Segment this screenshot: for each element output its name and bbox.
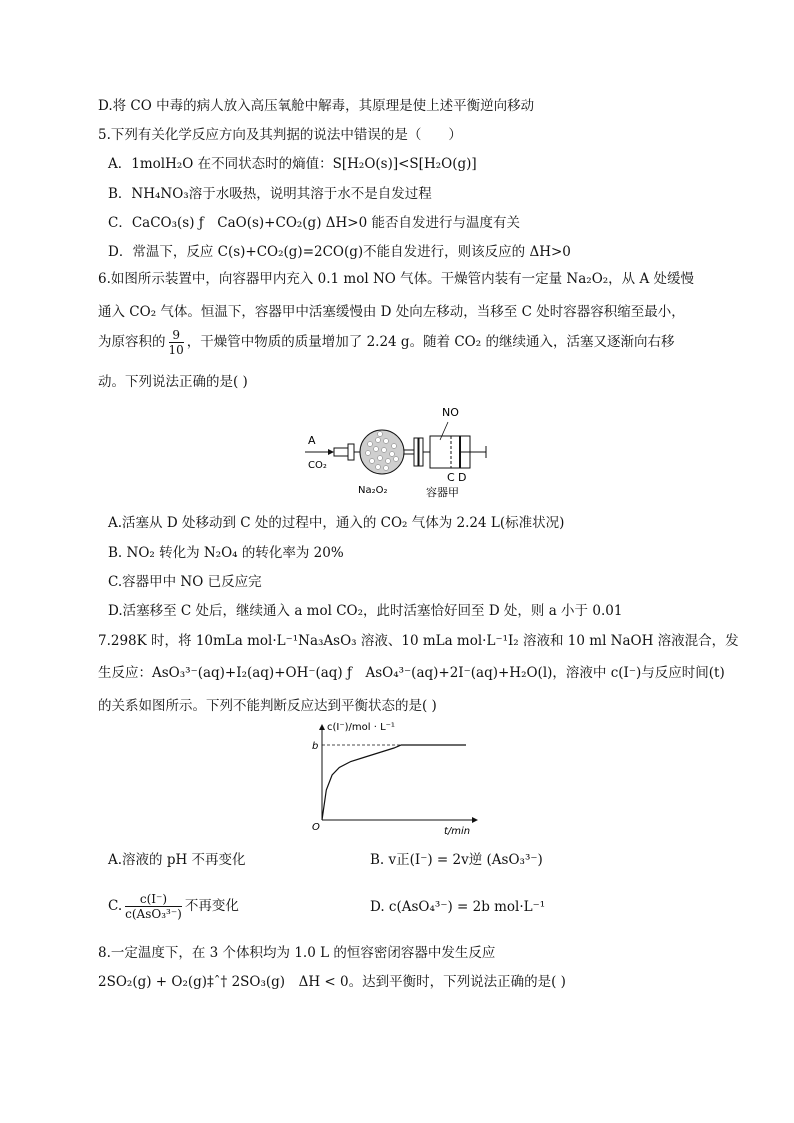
fraction-denominator: c(AsO₃³⁻) <box>125 907 182 921</box>
concentration-time-chart <box>300 718 480 838</box>
fraction-numerator: 9 <box>169 328 184 343</box>
label-a: A <box>308 434 316 447</box>
label-co2: CO₂ <box>308 460 327 471</box>
origin-label: O <box>312 822 320 833</box>
q8-stem-1: 8.一定温度下，在 3 个体积均为 1.0 L 的恒容密闭容器中发生反应 <box>98 945 496 961</box>
label-na2o2: Na₂O₂ <box>358 485 388 496</box>
no-pointer <box>440 422 448 440</box>
q7-option-c-post: 不再变化 <box>184 898 239 914</box>
q5-option-b: B．NH₄NO₃溶于水吸热，说明其溶于水不是自发过程 <box>108 186 432 202</box>
x-axis-arrow <box>472 817 478 823</box>
q7-option-c-pre: C. <box>108 898 123 914</box>
q6-stem-4: 动。下列说法正确的是( ) <box>98 374 248 390</box>
q7-stem-2: 生反应：AsO₃³⁻(aq)+I₂(aq)+OH⁻(aq) ƒ AsO₄³⁻(aq)+2I⁻(aq)+H₂O(l)，溶液中 c(I⁻)与反应时间(t) <box>98 665 725 681</box>
left-tube <box>334 448 348 456</box>
q6-stem-2: 通入 CO₂ 气体。恒温下，容器甲中活塞缓慢由 D 处向左移动，当移至 C 处时容器容积缩至最小， <box>98 304 685 320</box>
q7-stem-3: 的关系如图所示。下列不能判断反应达到平衡状态的是( ) <box>98 698 437 714</box>
q7-option-a: A.溶液的 pH 不再变化 <box>108 852 246 868</box>
y-axis-label: c(I⁻)/mol · L⁻¹ <box>327 722 395 733</box>
label-c: C <box>447 471 455 484</box>
q6-stem-1: 6.如图所示装置中，向容器甲内充入 0.1 mol NO 气体。干燥管内装有一定量 Na₂O₂，从 A 处缓慢 <box>98 271 695 287</box>
left-stopper <box>348 444 354 460</box>
q8-stem-2: 2SO₂(g) + O₂(g)‡ˆ† 2SO₃(g) ΔH < 0。达到平衡时，下列说法正确的是( ) <box>98 974 566 990</box>
q6-option-d: D.活塞移至 C 处后，继续通入 a mol CO₂，此时活塞恰好回至 D 处，则 a 小于 0.01 <box>108 603 623 619</box>
flange-1 <box>414 438 418 466</box>
concentration-curve <box>322 745 466 820</box>
fraction-9-10 <box>169 328 184 357</box>
fraction-i-over-aso3 <box>125 892 182 921</box>
flange-2 <box>419 438 423 466</box>
label-d: D <box>458 471 467 484</box>
q6-option-b: B. NO₂ 转化为 N₂O₄ 的转化率为 20% <box>108 545 344 561</box>
q6-stem-3-pre: 为原容积的 <box>98 334 166 350</box>
q7-option-d: D. c(AsO₄³⁻) = 2b mol·L⁻¹ <box>370 899 546 915</box>
inlet-arrow-head <box>328 449 334 455</box>
q5-option-d: D．常温下，反应 C(s)+CO₂(g)=2CO(g)不能自发进行，则该反应的 ΔH>0 <box>108 244 571 260</box>
x-axis-label: t/min <box>444 826 471 837</box>
q6-option-a: A.活塞从 D 处移动到 C 处的过程中，通入的 CO₂ 气体为 2.24 L(标准状况) <box>108 515 565 531</box>
q6-stem-3 <box>98 327 674 357</box>
label-no: NO <box>442 406 459 419</box>
q7-option-c <box>108 888 239 924</box>
apparatus-diagram <box>300 400 500 505</box>
q4-option-d: D.将 CO 中毒的病人放入高压氧舱中解毒，其原理是使上述平衡逆向移动 <box>98 98 535 114</box>
q6-option-c: C.容器甲中 NO 已反应完 <box>108 574 262 590</box>
q5-option-a: A．1molH₂O 在不同状态时的熵值：S[H₂O(s)]<S[H₂O(g)] <box>108 156 477 172</box>
q7-stem-1: 7.298K 时，将 10mLa mol·L⁻¹Na₃AsO₃ 溶液、10 mLa mol·L⁻¹I₂ 溶液和 10 ml NaOH 溶液混合，发 <box>98 633 739 649</box>
label-container: 容器甲 <box>426 486 459 499</box>
y-axis-arrow <box>319 724 325 730</box>
q7-option-b: B. v正(I⁻) = 2v逆 (AsO₃³⁻) <box>370 852 543 868</box>
fraction-denominator: 10 <box>168 343 184 357</box>
q5-stem: 5.下列有关化学反应方向及其判据的说法中错误的是（ ） <box>98 127 462 143</box>
plateau-value-label: b <box>312 741 319 752</box>
q6-stem-3-post: ，干燥管中物质的质量增加了 2.24 g。随着 CO₂ 的继续通入，活塞又逐渐向右移 <box>186 334 675 350</box>
q5-option-c: C．CaCO₃(s) ƒ CaO(s)+CO₂(g) ΔH>0 能否自发进行与温度有关 <box>108 215 520 231</box>
fraction-numerator: c(I⁻) <box>125 892 182 907</box>
